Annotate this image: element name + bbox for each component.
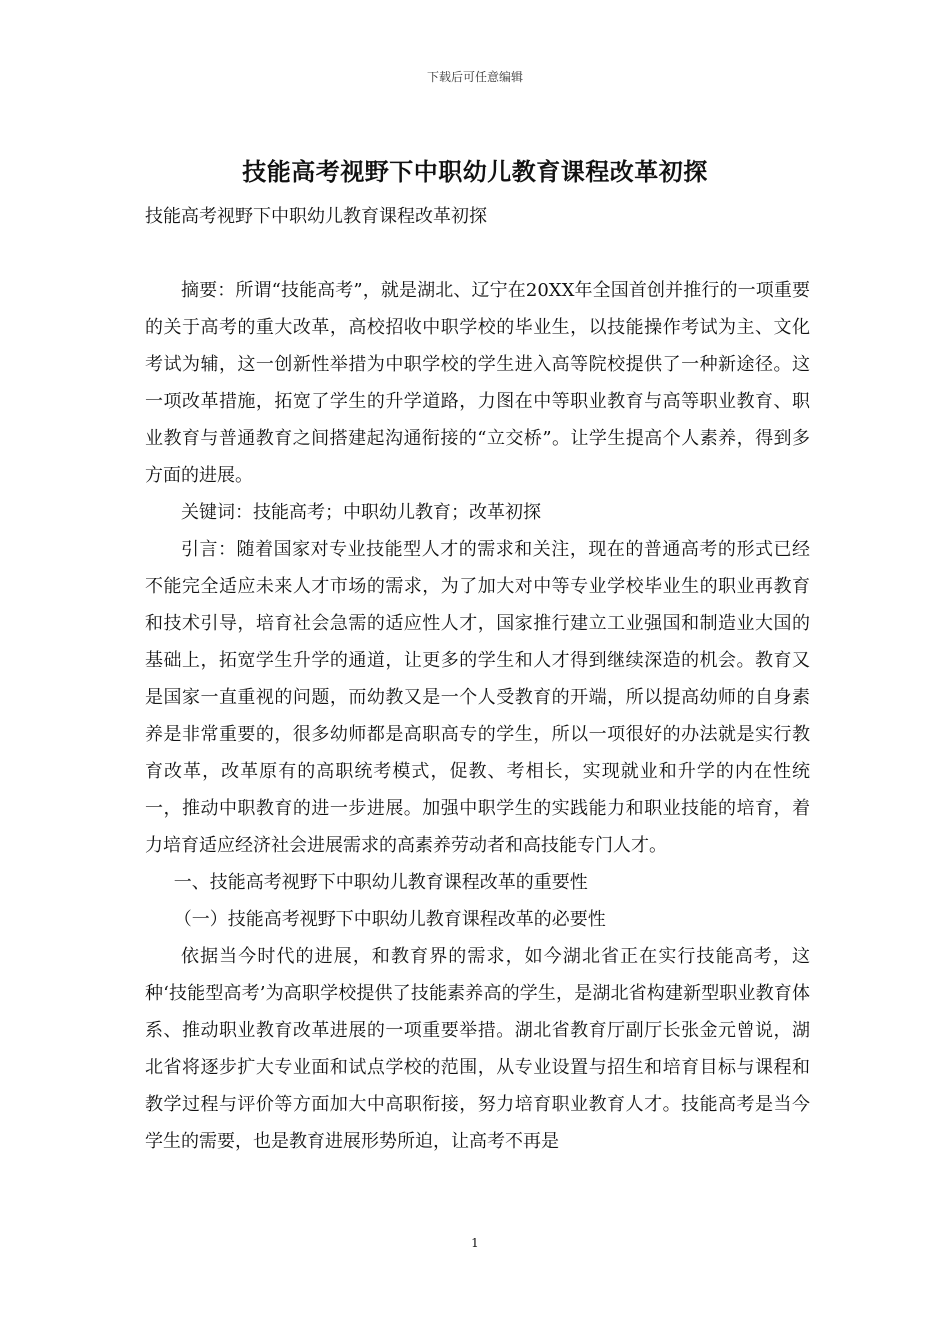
section-heading-1: 一、技能高考视野下中职幼儿教育课程改革的重要性 [173,872,588,893]
keywords-paragraph: 关键词：技能高考；中职幼儿教育；改革初探 [181,502,541,523]
abstract-paragraph: 摘要：所谓“技能高考”，就是湖北、辽宁在20XX年全国首创并推行的一项重要的关于高考的重大改革，高校招收中职学校的毕业生，以技能操作考试为主、文化考试为辅，这一创新性举措为中职学校的学生进入高等院校提供了一种新途径。这一项改革措施，拓宽了学生的升学道路，力图在中等职业教育与高等职业教育、职业教育与普通教育之间搭建起沟通衔接的“立交桥”。让学生提高个人素养，得到多方面的进展。 [145,280,810,486]
document-title: 技能高考视野下中职幼儿教育课程改革初探 [242,157,708,186]
subsection-heading-1: （一）技能高考视野下中职幼儿教育课程改革的必要性 [173,909,606,930]
document-subtitle: 技能高考视野下中职幼儿教育课程改革初探 [145,206,487,227]
document-body [145,272,810,1160]
introduction-paragraph: 引言：随着国家对专业技能型人才的需求和关注，现在的普通高考的形式已经不能完全适应未来人才市场的需求，为了加大对中等专业学校毕业生的职业再教育和技术引导，培育社会急需的适应性人才，国家推行建立工业强国和制造业大国的基础上，拓宽学生升学的通道，让更多的学生和人才得到继续深造的机会。教育又是国家一直重视的问题，而幼教又是一个人受教育的开端，所以提高幼师的自身素养是非常重要的，很多幼师都是高职高专的学生，所以一项很好的办法就是实行教育改革，改革原有的高职统考模式，促教、考相长，实现就业和升学的内在性统一，推动中职教育的进一步进展。加强中职学生的实践能力和职业技能的培育，着力培育适应经济社会进展需求的高素养劳动者和高技能专门人才。 [145,539,810,856]
header-note: 下载后可任意编辑 [426,70,523,84]
page-number: 1 [471,1236,479,1250]
body-paragraph: 依据当今时代的进展，和教育界的需求，如今湖北省正在实行技能高考，这种‘技能型高考’为高职学校提供了技能素养高的学生，是湖北省构建新型职业教育体系、推动职业教育改革进展的一项重要举措。湖北省教育厅副厅长张金元曾说，湖北省将逐步扩大专业面和试点学校的范围，从专业设置与招生和培育目标与课程和教学过程与评价等方面加大中高职衔接，努力培育职业教育人才。技能高考是当今学生的需要，也是教育进展形势所迫，让高考不再是 [145,946,810,1152]
